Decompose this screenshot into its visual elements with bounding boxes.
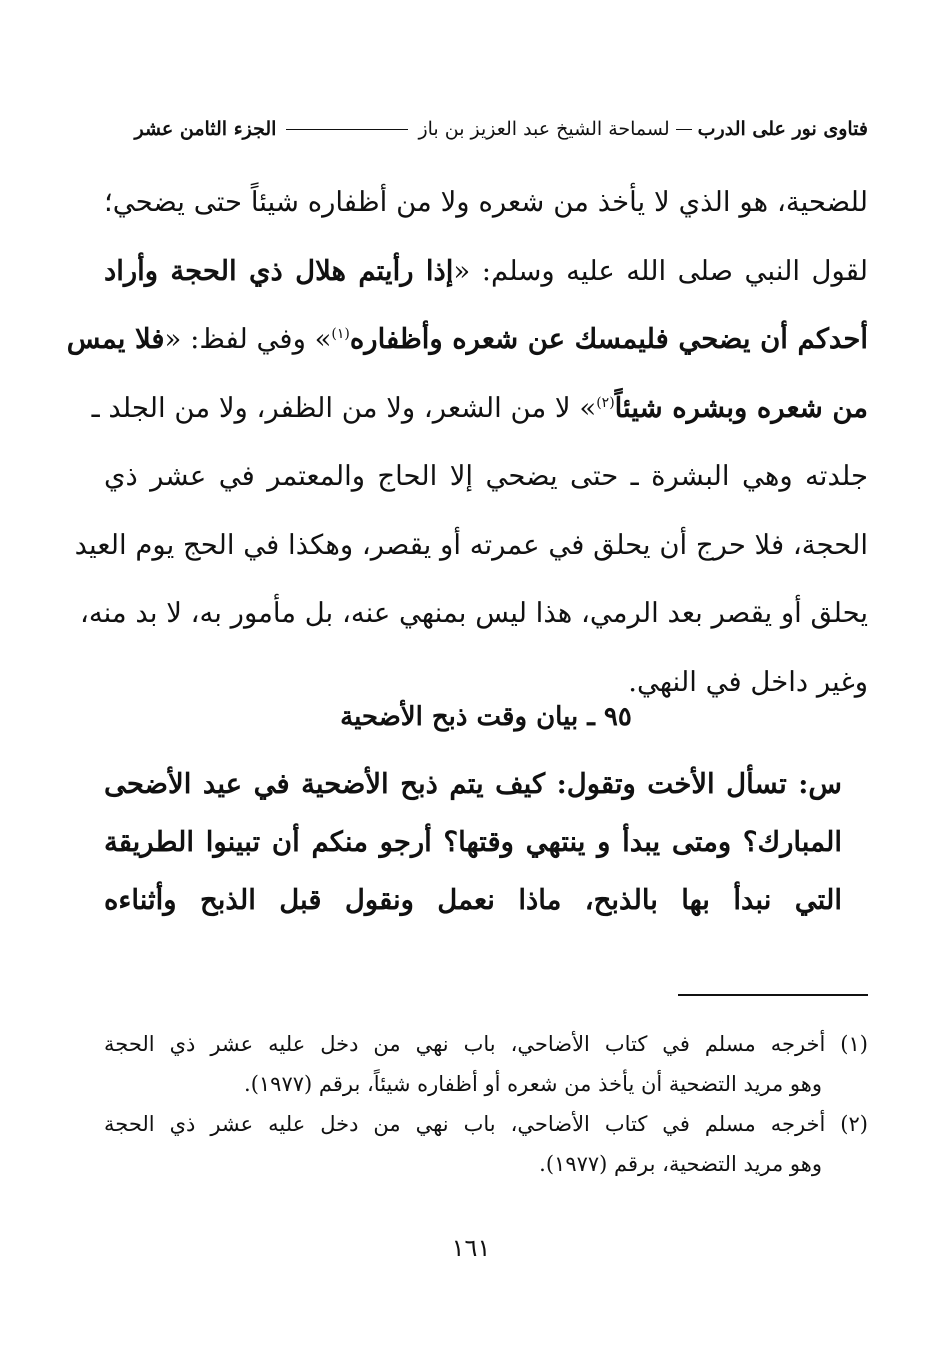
body-line (66, 305, 868, 374)
footnote-line: (٢) أخرجه مسلم في كتاب الأضاحي، باب نهي من دخل عليه عشر ذي الحجة (104, 1112, 868, 1136)
body-line: الحجة، فلا حرج أن يحلق في عمرته أو يقصر، وهكذا في الحج يوم العيد (74, 528, 868, 561)
footnote-1 (104, 1024, 868, 1104)
section-heading: ٩٥ ـ بيان وقت ذبح الأضحية (340, 702, 632, 732)
hadith-quote: فلا يمس (66, 323, 165, 355)
footnote-marker: (٢) (596, 394, 615, 411)
hadith-quote: أحدكم أن يضحي فليمسك عن شعره وأظفاره (349, 323, 868, 355)
body-text-plain: » وفي لفظ: « (164, 323, 332, 355)
footnote-separator (678, 994, 868, 996)
question-line: المبارك؟ ومتى يبدأ و ينتهي وقتها؟ أرجو منكم أن تبينوا الطريقة (104, 826, 842, 858)
volume-part: الجزء الثامن عشر (134, 118, 277, 140)
body-text-plain: » لا من الشعر، ولا من الظفر، ولا من الجلد ـ (91, 391, 597, 424)
hadith-quote: من شعره وبشره شيئاً (614, 391, 868, 424)
footnote-line: وهو مريد التضحية، برقم (١٩٧٧). (539, 1152, 822, 1176)
book-title: فتاوى نور على الدرب (697, 118, 868, 140)
footnote-marker: (١) (331, 325, 350, 342)
question-paragraph (104, 755, 842, 929)
body-line: للضحية، هو الذي لا يأخذ من شعره ولا من أظفاره شيئاً حتى يضحي؛ (104, 186, 868, 218)
body-line: يحلق أو يقصر بعد الرمي، هذا ليس بمنهي عنه، بل مأمور به، لا بد منه، (80, 597, 868, 629)
question-line: التي نبدأ بها بالذبح، ماذا نعمل ونقول قبل الذبح وأثناءه (104, 884, 842, 916)
footnote-2 (104, 1104, 868, 1184)
body-line: وغير داخل في النهي. (628, 665, 868, 698)
header-dash (676, 129, 692, 130)
header-rule (286, 129, 408, 130)
body-line (91, 374, 868, 443)
footnote-line: وهو مريد التضحية أن يأخذ من شعره أو أظفاره شيئاً، برقم (١٩٧٧). (244, 1072, 822, 1096)
footnotes (104, 1024, 868, 1184)
page-number: ١٦١ (451, 1234, 491, 1262)
footnote-line: (١) أخرجه مسلم في كتاب الأضاحي، باب نهي من دخل عليه عشر ذي الحجة (104, 1032, 868, 1056)
body-line (104, 237, 868, 306)
hadith-quote: إذا رأيتم هلال ذي الحجة وأراد (104, 254, 454, 287)
body-text-plain: لقول النبي صلى الله عليه وسلم: « (453, 254, 868, 287)
author-name: لسماحة الشيخ عبد العزيز بن باز (418, 118, 670, 140)
body-line: جلدته وهي البشرة ـ حتى يضحي إلا الحاج والمعتمر في عشر ذي (104, 460, 868, 492)
running-header (104, 112, 868, 146)
question-line: س: تسأل الأخت وتقول: كيف يتم ذبح الأضحية في عيد الأضحى (104, 768, 842, 800)
body-paragraph (66, 168, 868, 716)
